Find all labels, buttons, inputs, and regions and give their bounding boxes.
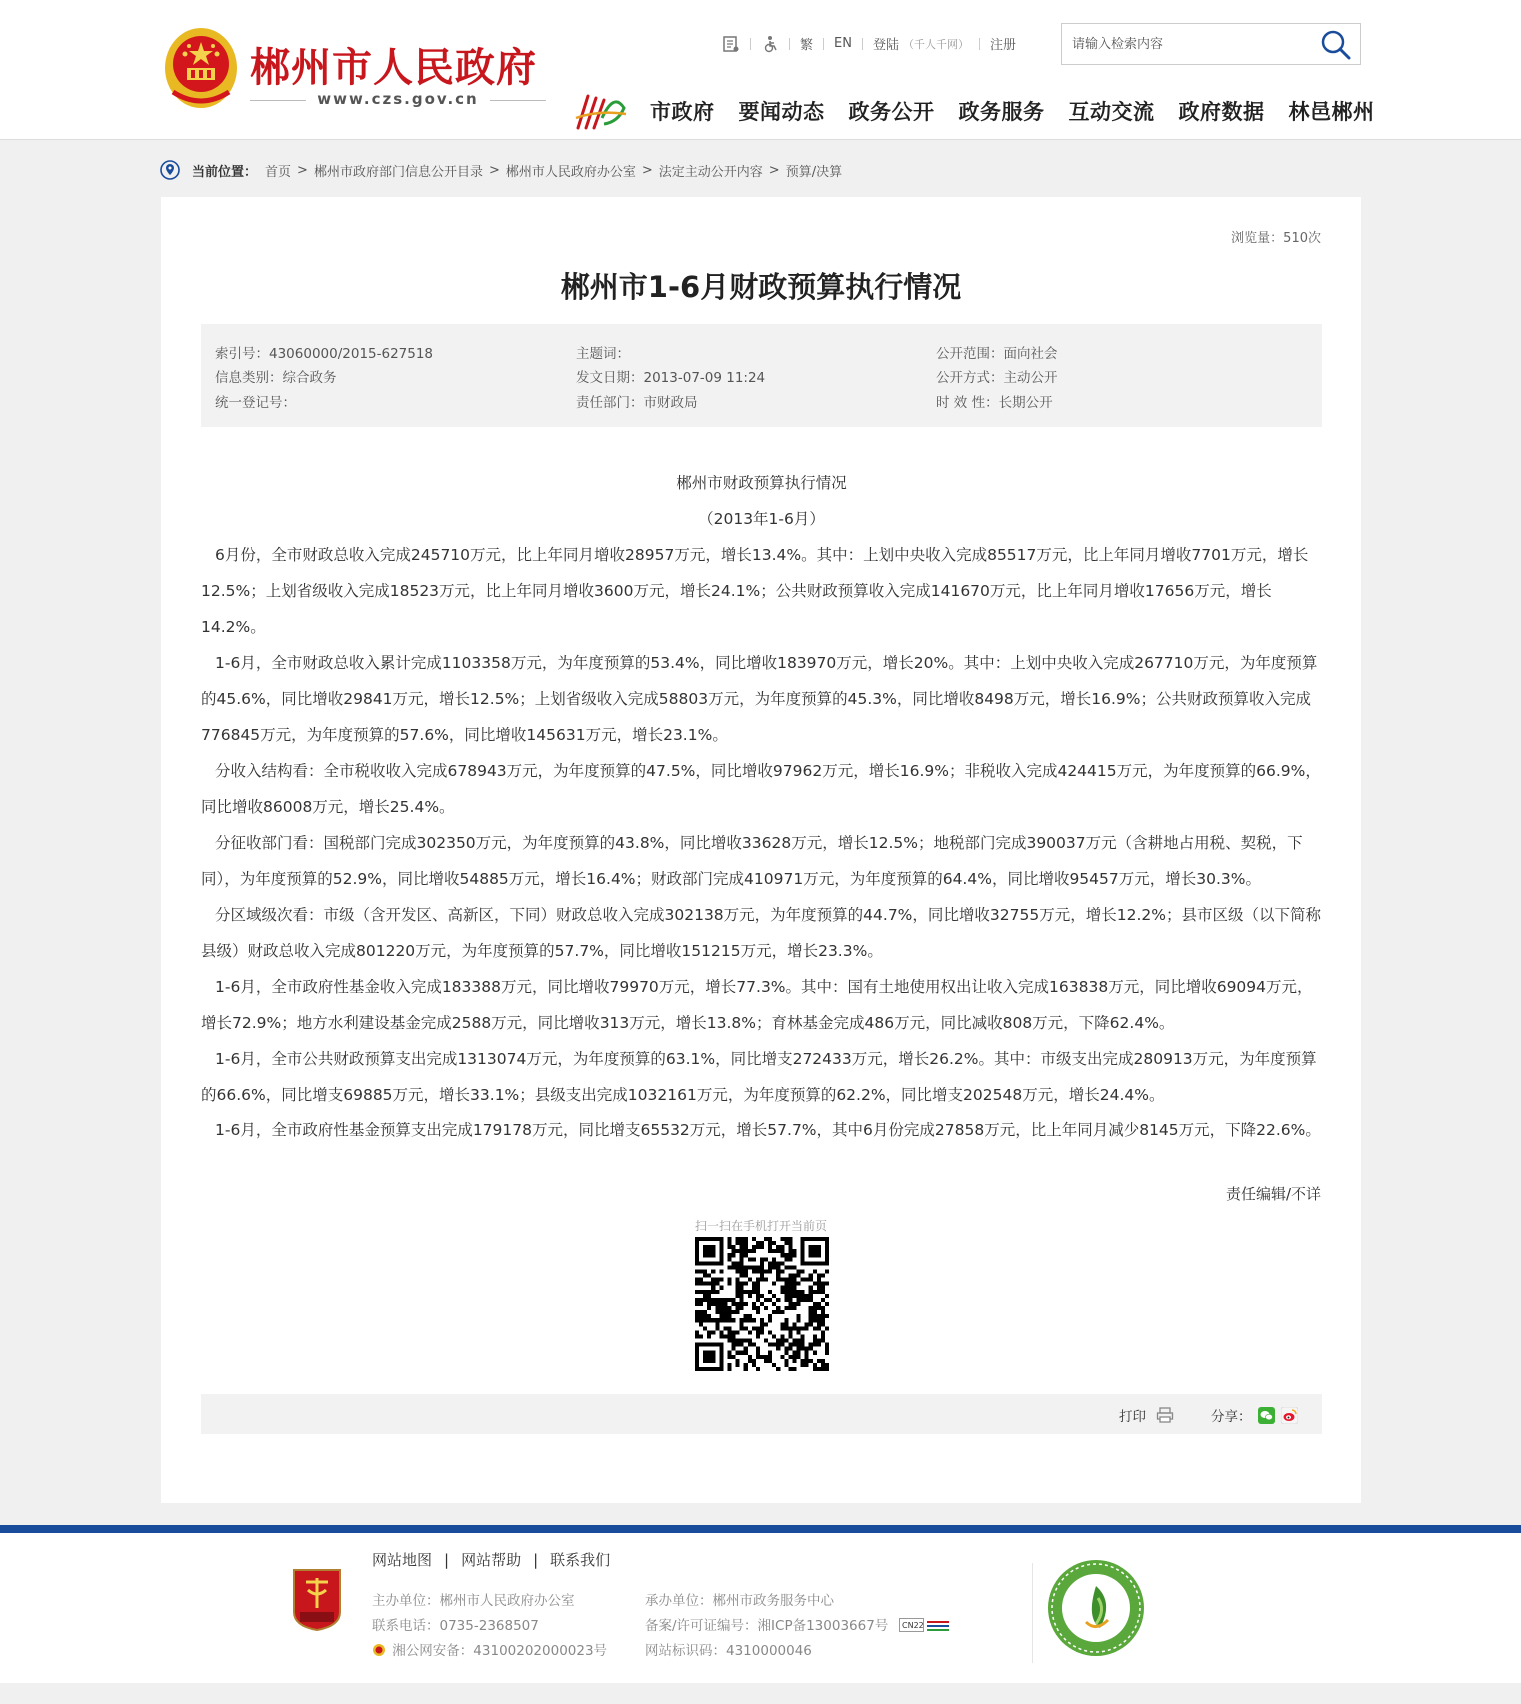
body-paragraph: 分征收部门看：国税部门完成302350万元，为年度预算的43.8%，同比增收33628万元，增长12.5%；地税部门完成390037万元（含耕地占用税、契税，下同），为年度预算的52.9%，同比增收54885万元，增长16.4%；财政部门完成410971万元，为年度预算的64.4%，同比增收95457万元，增长30.3%。	[201, 834, 1303, 888]
main-nav	[650, 96, 1399, 126]
cnzz-badge-icon[interactable]	[899, 1618, 951, 1632]
breadcrumb-item-catalog[interactable]: 郴州市政府部门信息公开目录	[313, 164, 483, 180]
search-input[interactable]	[1062, 24, 1302, 64]
body-paragraph: 1-6月，全市政府性基金收入完成183388万元，同比增收79970万元，增长77.3%。其中：国有土地使用权出让收入完成163838万元，同比增收69094万元，增长72.9%；地方水利建设基金完成2588万元，同比增收313万元，增长13.8%；育林基金完成486万元，同比减收808万元，下降62.4%。	[201, 978, 1313, 1032]
footer-organizer: 承办单位：郴州市政务服务中心	[645, 1593, 834, 1609]
accessibility-icon[interactable]	[761, 35, 779, 53]
site-header	[0, 0, 1521, 140]
breadcrumb-separator: >	[768, 162, 780, 178]
footer-links	[372, 1549, 610, 1570]
article-title: 郴州市1-6月财政预算执行情况	[560, 270, 962, 304]
article-body	[201, 465, 1322, 1141]
body-paragraph: 1-6月，全市公共财政预算支出完成1313074万元，为年度预算的63.1%，同比增支272433万元，增长26.2%。其中：市级支出完成280913万元，为年度预算的66.6%，同比增支69885万元，增长33.1%；县级支出完成1032161万元，为年度预算的62.2%，同比增支202548万元，增长24.4%。	[201, 1050, 1317, 1104]
national-emblem-icon	[163, 26, 239, 110]
responsible-editor: 责任编辑/不详	[1225, 1185, 1321, 1203]
svg-text:CN22: CN22	[901, 1621, 924, 1630]
meta-department: 责任部门：市财政局	[576, 395, 698, 411]
body-paragraph: 分区域级次看：市级（含开发区、高新区，下同）财政总收入完成302138万元，为年度预算的44.7%，同比增收32755万元，增长12.2%；县市区级（以下简称县级）财政总收入完成801220万元，为年度预算的57.7%，同比增收151215万元，增长23.3%。	[201, 906, 1321, 960]
meta-validity: 时 效 性：长期公开	[936, 395, 1053, 411]
qr-caption: 扫一扫在手机打开当前页	[694, 1219, 827, 1233]
article-card	[161, 197, 1361, 1503]
location-pin-icon	[160, 160, 180, 180]
body-paragraph: 1-6月，全市政府性基金预算支出完成179178万元，同比增支65532万元，增长57.7%，其中6月份完成27858万元，比上年同月减少8145万元，下降22.6%。	[215, 1121, 1321, 1139]
footer-link-separator: |	[533, 1550, 539, 1569]
footer-site-code: 网站标识码：4310000046	[645, 1643, 812, 1659]
body-period: （2013年1-6月）	[698, 510, 825, 528]
print-button[interactable]	[1119, 1405, 1174, 1425]
nav-item-news[interactable]: 要闻动态	[738, 100, 825, 124]
weibo-icon[interactable]	[1281, 1407, 1298, 1424]
footer-divider	[1032, 1563, 1033, 1663]
footer-icp-row	[645, 1614, 951, 1634]
footer-bottom-strip	[0, 1683, 1521, 1704]
printer-icon	[1156, 1406, 1174, 1424]
footer-sponsor: 主办单位：郴州市人民政府办公室	[372, 1593, 575, 1609]
footer-link-sitemap[interactable]: 网站地图	[372, 1551, 433, 1569]
meta-registration: 统一登记号：	[215, 395, 296, 411]
traditional-chinese-link[interactable]: 繁	[800, 38, 814, 53]
meta-method: 公开方式：主动公开	[936, 370, 1058, 386]
site-domain: www.czs.gov.cn	[250, 90, 546, 108]
view-count: 浏览量：510次	[1231, 231, 1321, 246]
share-label: 分享：	[1211, 1409, 1252, 1425]
footer-phone: 联系电话：0735-2368507	[372, 1618, 539, 1634]
body-paragraph: 6月份，全市财政总收入完成245710万元，比上年同月增收28957万元，增长13.4%。其中：上划中央收入完成85517万元，比上年同月增收7701万元，增长12.5%；上划省级收入完成18523万元，比上年同月增收3600万元，增长24.1%；公共财政预算收入完成141670万元，比上年同月增收17656万元，增长14.2%。	[201, 546, 1309, 636]
search-box	[1061, 23, 1361, 65]
action-bar	[201, 1394, 1322, 1434]
breadcrumb-item-home[interactable]: 首页	[265, 164, 292, 180]
qr-code	[695, 1237, 829, 1371]
login-link[interactable]: 登陆	[872, 38, 899, 53]
login-note: （千人千网）	[902, 37, 969, 51]
body-paragraph: 分收入结构看：全市税收收入完成678943万元，为年度预算的47.5%，同比增收97962万元，增长16.9%；非税收入完成424415万元，为年度预算的66.9%，同比增收86008万元，增长25.4%。	[201, 762, 1321, 816]
meta-scope: 公开范围：面向社会	[936, 346, 1058, 362]
footer-police[interactable]: 湘公网安备：43100202000023号	[392, 1643, 608, 1659]
register-link[interactable]: 注册	[989, 38, 1016, 53]
nav-item-services[interactable]: 政务服务	[958, 100, 1045, 124]
breadcrumb-separator: >	[641, 162, 653, 178]
breadcrumb-item-office[interactable]: 郴州市人民政府办公室	[505, 164, 636, 180]
nav-item-linyi-chenzhou[interactable]: 林邑郴州	[1288, 100, 1375, 124]
breadcrumb-item-statutory[interactable]: 法定主动公开内容	[658, 164, 763, 180]
breadcrumb-item-budget[interactable]: 预算/决算	[785, 164, 843, 180]
city-logo-icon	[574, 88, 628, 134]
footer-icp[interactable]: 备案/许可证编号：湘ICP备13003667号	[645, 1618, 889, 1634]
wechat-icon[interactable]	[1258, 1407, 1275, 1424]
meta-topic: 主题词：	[576, 346, 630, 362]
footer-police-row	[372, 1639, 607, 1659]
meta-category: 信息类别：综合政务	[215, 370, 337, 386]
body-paragraph: 1-6月，全市财政总收入累计完成1103358万元，为年度预算的53.4%，同比增收183970万元，增长20%。其中：上划中央收入完成267710万元，为年度预算的45.6%，同比增收29841万元，增长12.5%；上划省级收入完成58803万元，为年度预算的45.3%，同比增收8498万元，增长16.9%；公共财政预算收入完成776845万元，为年度预算的57.6%，同比增收145631万元，增长23.1%。	[201, 654, 1318, 744]
share-group	[1211, 1405, 1298, 1425]
police-badge-icon	[372, 1643, 386, 1657]
site-footer	[0, 1533, 1521, 1683]
print-label: 打印	[1119, 1409, 1146, 1425]
breadcrumb	[160, 160, 842, 180]
footer-link-help[interactable]: 网站帮助	[461, 1551, 522, 1569]
breadcrumb-separator: >	[488, 162, 500, 178]
top-links	[722, 34, 1016, 53]
breadcrumb-label: 当前位置：	[192, 164, 258, 180]
meta-index-no: 索引号：43060000/2015-627518	[215, 346, 434, 362]
body-subtitle: 郴州市财政预算执行情况	[676, 474, 847, 492]
elderly-mode-icon[interactable]	[722, 35, 740, 53]
nav-item-data[interactable]: 政府数据	[1178, 100, 1265, 124]
footer-link-contact[interactable]: 联系我们	[550, 1551, 611, 1569]
civilized-city-logo-icon[interactable]	[1046, 1558, 1146, 1658]
nav-item-government[interactable]: 市政府	[650, 100, 715, 124]
footer-top-bar	[0, 1525, 1521, 1533]
english-link[interactable]: EN	[834, 36, 852, 51]
search-icon[interactable]	[1320, 29, 1352, 61]
nav-item-interaction[interactable]: 互动交流	[1068, 100, 1155, 124]
nav-item-public-affairs[interactable]: 政务公开	[848, 100, 935, 124]
article-meta	[201, 324, 1322, 427]
footer-link-separator: |	[444, 1550, 450, 1569]
party-government-badge-icon[interactable]	[290, 1568, 344, 1632]
site-title[interactable]: 郴州市人民政府	[250, 44, 537, 91]
breadcrumb-separator: >	[297, 162, 308, 178]
meta-publish-date: 发文日期：2013-07-09 11:24	[576, 370, 766, 386]
